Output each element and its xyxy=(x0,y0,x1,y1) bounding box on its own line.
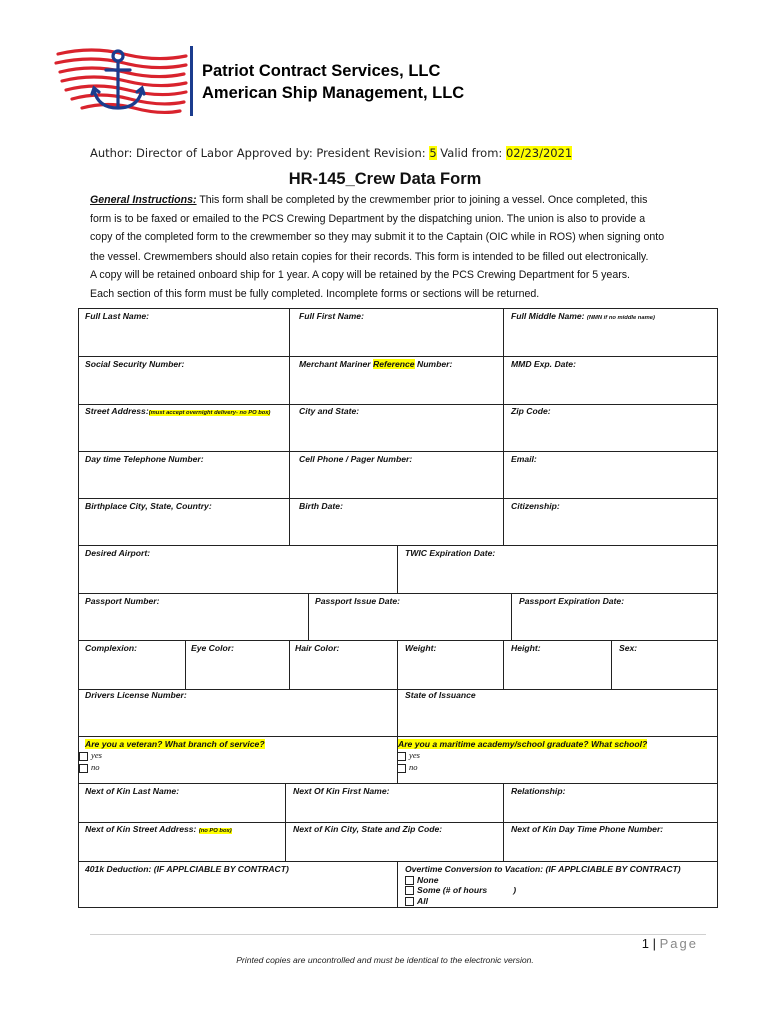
academy-no-checkbox[interactable] xyxy=(397,764,406,773)
street-address-note: (must accept overnight delivery- no PO box) xyxy=(148,410,271,416)
cell-phone-field[interactable] xyxy=(290,465,502,497)
drivers-license-field[interactable] xyxy=(80,701,396,735)
academy-yes-checkbox[interactable] xyxy=(397,752,406,761)
eye-color-field[interactable] xyxy=(186,654,288,688)
row-divider xyxy=(79,451,717,452)
academy-no-label: no xyxy=(409,762,418,772)
veteran-no-checkbox[interactable] xyxy=(79,764,88,773)
nok-first-name-label: Next Of Kin First Name: xyxy=(293,786,390,796)
desired-airport-label: Desired Airport: xyxy=(85,548,151,558)
nok-street-label xyxy=(85,824,232,834)
twic-exp-field[interactable] xyxy=(398,559,716,592)
overtime-none-label: None xyxy=(417,875,439,885)
header-divider xyxy=(190,46,193,116)
cell-phone-label: Cell Phone / Pager Number: xyxy=(299,454,413,464)
page-word: Page xyxy=(659,936,698,951)
row-divider xyxy=(79,736,717,737)
sex-field[interactable] xyxy=(612,654,716,688)
form-title: HR-145_Crew Data Form xyxy=(288,170,482,188)
height-label: Height: xyxy=(511,643,541,653)
veteran-yes-option[interactable] xyxy=(79,750,102,761)
weight-field[interactable] xyxy=(398,654,502,688)
birth-date-field[interactable] xyxy=(290,512,502,544)
nok-phone-label: Next of Kin Day Time Phone Number: xyxy=(511,824,664,834)
401k-label: 401k Deduction: (IF APPLCIABLE BY CONTRACT) xyxy=(85,864,289,874)
passport-exp-field[interactable] xyxy=(512,607,716,639)
overtime-all-checkbox[interactable] xyxy=(405,897,414,906)
passport-issue-field[interactable] xyxy=(309,607,510,639)
overtime-some-option[interactable] xyxy=(405,885,516,895)
birth-date-label: Birth Date: xyxy=(299,501,343,511)
instructions-heading: General Instructions: xyxy=(90,194,197,206)
mmr-prefix: Merchant Mariner xyxy=(299,359,374,369)
full-middle-name-label xyxy=(511,311,655,321)
sex-label: Sex: xyxy=(619,643,638,653)
overtime-label: Overtime Conversion to Vacation: (IF APPLCIABLE BY CONTRACT) xyxy=(405,864,681,874)
city-state-field[interactable] xyxy=(290,417,502,450)
footer-divider xyxy=(90,934,706,935)
full-last-name-label: Full Last Name: xyxy=(85,311,149,321)
relationship-field[interactable] xyxy=(504,797,716,821)
overtime-all-label: All xyxy=(417,896,428,906)
passport-number-label: Passport Number: xyxy=(85,596,160,606)
mmr-suffix: Number: xyxy=(414,359,453,369)
instructions-line-4: the vessel. Crewmembers should also retain copies for their records. This form is intended to be filled out electronically. xyxy=(90,251,649,263)
veteran-yes-label: yes xyxy=(91,750,102,760)
academy-yes-option[interactable] xyxy=(397,750,420,761)
instructions-line-6: Each section of this form must be fully completed. Incomplete forms or sections will be returned. xyxy=(90,288,540,300)
mmd-exp-label: MMD Exp. Date: xyxy=(511,359,576,369)
full-middle-name-field[interactable] xyxy=(504,322,716,355)
hair-color-label: Hair Color: xyxy=(295,643,340,653)
nok-phone-field[interactable] xyxy=(504,835,716,860)
full-middle-name-text: Full Middle Name: xyxy=(511,311,585,321)
row-divider xyxy=(79,593,717,594)
instructions-line-5: A copy will be retained onboard ship for 1 year. A copy will be retained by the PCS Crewing Department for 5 years. xyxy=(90,269,630,281)
overtime-some-checkbox[interactable] xyxy=(405,886,414,895)
row-divider xyxy=(79,498,717,499)
row-divider xyxy=(79,356,717,357)
relationship-label: Relationship: xyxy=(511,786,566,796)
day-phone-label: Day time Telephone Number: xyxy=(85,454,204,464)
passport-issue-label: Passport Issue Date: xyxy=(315,596,401,606)
state-issuance-label: State of Issuance xyxy=(405,690,476,700)
page-number-value: 1 xyxy=(641,936,650,951)
city-state-label: City and State: xyxy=(299,406,360,416)
overtime-none-option[interactable] xyxy=(405,875,438,885)
footer-note: Printed copies are uncontrolled and must be identical to the electronic version. xyxy=(236,955,534,965)
nok-last-name-label: Next of Kin Last Name: xyxy=(85,786,180,796)
desired-airport-field[interactable] xyxy=(80,559,396,592)
nok-city-label: Next of Kin City, State and Zip Code: xyxy=(293,824,443,834)
weight-label: Weight: xyxy=(405,643,437,653)
meta-mid: Valid from: xyxy=(436,146,506,160)
ssn-label: Social Security Number: xyxy=(85,359,185,369)
row-divider xyxy=(79,404,717,405)
email-field[interactable] xyxy=(504,465,716,497)
row-divider xyxy=(79,640,717,641)
street-address-label xyxy=(85,406,270,416)
mmr-highlight: Reference xyxy=(373,359,415,369)
document-meta xyxy=(90,146,572,160)
crew-data-form xyxy=(78,308,718,908)
instructions-line-1 xyxy=(90,194,700,206)
merchant-mariner-field[interactable] xyxy=(290,370,502,403)
complexion-field[interactable] xyxy=(80,654,184,688)
academy-question: Are you a maritime academy/school graduate? What school? xyxy=(398,739,648,749)
full-first-name-label: Full First Name: xyxy=(299,311,364,321)
nok-last-name-field[interactable] xyxy=(80,797,284,821)
row-divider xyxy=(79,545,717,546)
instructions-text-1: This form shall be completed by the crewmember prior to joining a vessel. Once completed, this xyxy=(196,194,648,206)
nok-street-text: Next of Kin Street Address: xyxy=(85,824,197,834)
citizenship-field[interactable] xyxy=(504,512,716,544)
eye-color-label: Eye Color: xyxy=(191,643,234,653)
full-middle-name-note: (NMN if no middle name) xyxy=(586,315,655,321)
day-phone-field[interactable] xyxy=(80,465,288,497)
complexion-label: Complexion: xyxy=(85,643,138,653)
company-name-secondary: American Ship Management, LLC xyxy=(202,84,465,102)
zip-field[interactable] xyxy=(504,417,716,450)
mmd-exp-field[interactable] xyxy=(504,370,716,403)
birthplace-field[interactable] xyxy=(80,512,288,544)
full-first-name-field[interactable] xyxy=(290,322,502,355)
full-last-name-field[interactable] xyxy=(80,322,288,355)
401k-field[interactable] xyxy=(80,875,396,907)
veteran-no-option[interactable] xyxy=(79,762,100,773)
overtime-none-checkbox[interactable] xyxy=(405,876,414,885)
citizenship-label: Citizenship: xyxy=(511,501,560,511)
state-issuance-field[interactable] xyxy=(398,701,716,735)
street-address-text: Street Address: xyxy=(85,406,149,416)
page-number-separator: | xyxy=(649,936,660,951)
nok-street-note: (no PO box) xyxy=(198,828,232,834)
overtime-some-label: Some (# of hours xyxy=(417,885,488,895)
instructions-line-3: copy of the completed form to the crewmember so they may submit it to the Captain (OIC while in ROS) when signing onto xyxy=(90,231,665,243)
overtime-all-option[interactable] xyxy=(405,896,428,906)
veteran-question: Are you a veteran? What branch of service? xyxy=(85,739,265,749)
row-divider xyxy=(79,783,717,784)
birthplace-label: Birthplace City, State, Country: xyxy=(85,501,212,511)
passport-number-field[interactable] xyxy=(80,607,307,639)
col-divider xyxy=(397,861,398,908)
row-divider xyxy=(79,861,717,862)
valid-from-date: 02/23/2021 xyxy=(505,146,573,160)
nok-street-field[interactable] xyxy=(80,835,284,860)
zip-label: Zip Code: xyxy=(511,406,551,416)
veteran-yes-checkbox[interactable] xyxy=(79,752,88,761)
nok-city-field[interactable] xyxy=(286,835,502,860)
academy-no-option[interactable] xyxy=(397,762,418,773)
veteran-no-label: no xyxy=(91,762,100,772)
twic-exp-label: TWIC Expiration Date: xyxy=(405,548,496,558)
instructions-line-2: form is to be faxed or emailed to the PCS Crewing Department by the dispatching union. The union is also to provide a xyxy=(90,213,646,225)
email-label: Email: xyxy=(511,454,537,464)
ssn-field[interactable] xyxy=(80,370,288,403)
academy-yes-label: yes xyxy=(409,750,420,760)
row-divider xyxy=(79,822,717,823)
anchor-flag-logo-icon xyxy=(52,44,190,120)
meta-prefix: Author: Director of Labor Approved by: President Revision: xyxy=(90,146,430,160)
revision-number: 5 xyxy=(429,146,437,160)
company-name-primary: Patriot Contract Services, LLC xyxy=(202,62,441,80)
page-number xyxy=(642,936,698,951)
hair-color-field[interactable] xyxy=(290,654,396,688)
passport-exp-label: Passport Expiration Date: xyxy=(519,596,625,606)
street-address-field[interactable] xyxy=(80,417,288,450)
height-field[interactable] xyxy=(504,654,610,688)
nok-first-name-field[interactable] xyxy=(286,797,502,821)
overtime-some-close: ) xyxy=(513,885,517,895)
drivers-license-label: Drivers License Number: xyxy=(85,690,187,700)
merchant-mariner-label xyxy=(299,359,452,369)
